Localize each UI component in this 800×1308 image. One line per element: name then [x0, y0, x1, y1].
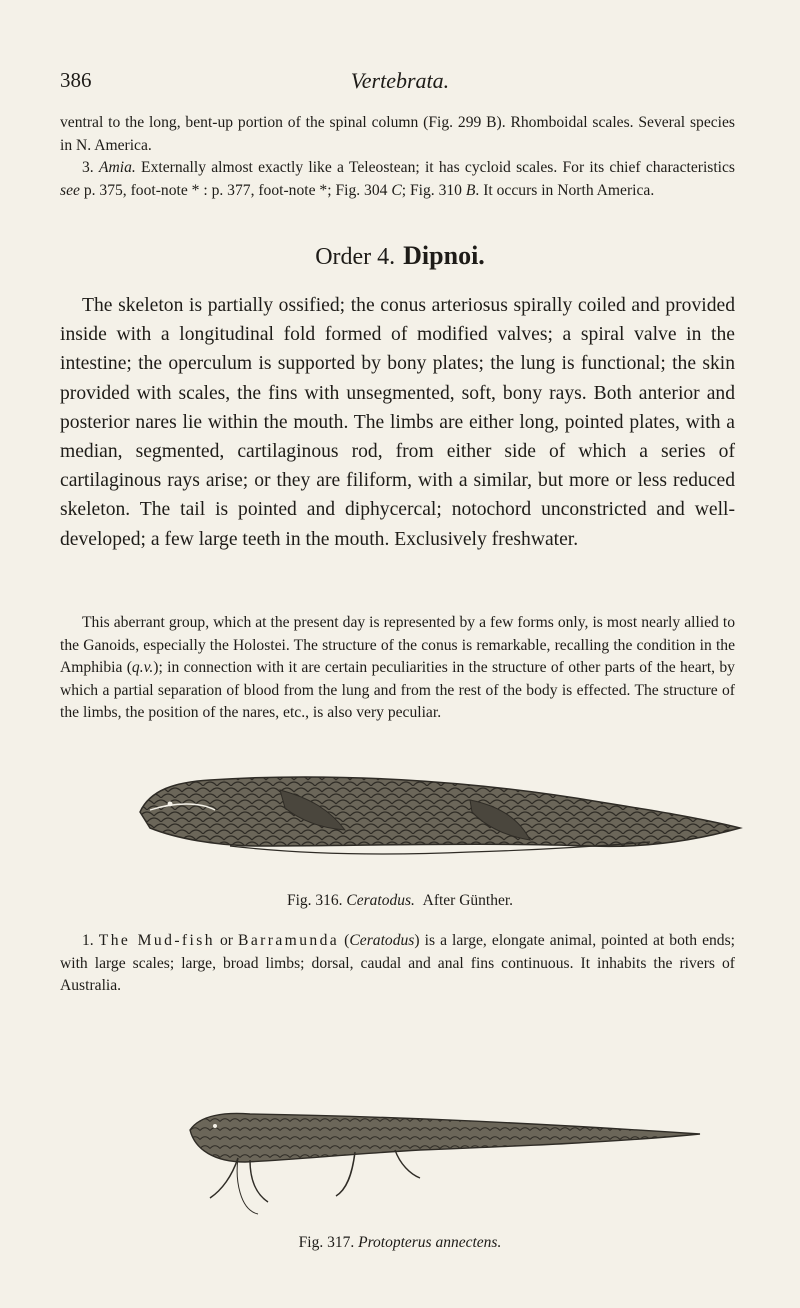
figure-credit: After Günther.	[422, 892, 514, 909]
common-name: The Mud-fish	[98, 932, 215, 949]
figure-label: Fig. 317.	[298, 1234, 355, 1251]
genus-name: Ceratodus	[349, 932, 415, 949]
mudfish-section	[60, 930, 735, 998]
figure-316-caption	[0, 892, 800, 910]
text-span: p. 375, foot-note * : p. 377, foot-note *; Fig. 304	[79, 181, 392, 199]
order-description	[60, 291, 735, 554]
text-span: ; Fig. 310	[401, 181, 466, 199]
fig-letter: C	[391, 181, 402, 199]
intro-paragraph: ventral to the long, bent-up portion of the spinal column (Fig. 299 B). Rhomboidal scales. Several species in N. America.	[60, 114, 735, 154]
text-span: Externally almost exactly like a Teleostean; it has cycloid scales. For its chief characteristics	[135, 159, 735, 176]
figure-317-caption	[0, 1234, 800, 1252]
ceratodus-illustration	[0, 750, 800, 880]
description-paragraph: The skeleton is partially ossified; the conus arteriosus spirally coiled and provided inside with a longitudinal fold formed of modified valves; a spiral valve in the intestine; the operculum is supported by bony plates; the lung is functional; the skin provided with scales, the fins with unsegmented, soft, bony rays. Both anterior and posterior nares lie within the mouth. The limbs are either long, pointed plates, with a median, segmented, cartilaginous rod, from either side of which a series of cartilaginous rays arise; or they are filiform, with a similar, but more or less reduced skeleton. The tail is pointed and diphycercal; notochord unconstricted and well-developed; a few large teeth in the mouth. Exclusively freshwater.	[60, 295, 735, 550]
item-number: 3.	[82, 159, 94, 176]
text-span: This aberrant group, which at the present day is represented by a few forms only, is most nearly allied to the Ganoids, especially the Holostei. The structure of the conus is remarkable, recalling the condition in the Amphibia (	[60, 614, 735, 676]
note-paragraph	[60, 612, 735, 725]
text-span: or	[214, 932, 239, 949]
running-title: Vertebrata.	[350, 68, 450, 93]
protopterus-illustration	[0, 1090, 800, 1220]
item-number: 1.	[82, 932, 94, 949]
text-span: ); in connection with it are certain peculiarities in the structure of other parts of the heart, by which a partial separation of blood from the lung and from the rest of the body is effected. The structure of the limbs, the position of the nares, etc., is also very peculiar.	[60, 659, 735, 721]
intro-section	[60, 112, 735, 202]
order-label: Order 4.	[315, 244, 396, 270]
page-number: 386	[60, 68, 92, 92]
text-span: . It occurs in North America.	[475, 181, 655, 199]
mudfish-paragraph: 1. The Mud-fish or Barramunda (Ceratodus) is a large, elongate animal, pointed at both ends; with large scales; large, broad limbs; dorsal, caudal and anal fins continuous. It inhabits the rivers of Australia.	[60, 932, 736, 994]
figure-genus: Ceratodus.	[346, 892, 415, 909]
genus-name: Amia.	[98, 159, 136, 176]
amia-paragraph	[60, 157, 735, 202]
order-heading	[0, 241, 800, 271]
order-name: Dipnoi.	[403, 241, 485, 270]
note-section	[60, 612, 735, 725]
see-word: see	[60, 181, 80, 199]
alt-common-name: Barramunda	[238, 932, 340, 949]
qv-ref: q.v.	[131, 659, 154, 676]
figure-species: Protopterus annectens.	[358, 1234, 502, 1251]
page-header	[60, 68, 740, 98]
figure-label: Fig. 316.	[286, 892, 343, 909]
text-span: ) is a large, elongate animal, pointed at both ends; with large scales; large, broad limbs; dorsal, caudal and anal fins continuous. It inhabits the rivers of Australia.	[60, 932, 736, 994]
fig-letter: B	[465, 181, 476, 199]
